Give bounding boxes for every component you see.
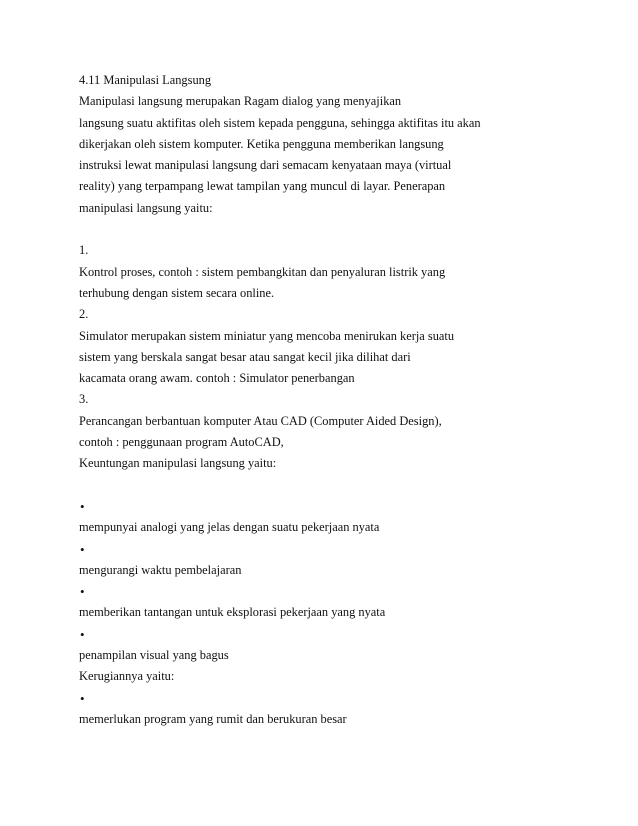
intro-line: Manipulasi langsung merupakan Ragam dialog yang menyajikan — [79, 94, 402, 109]
advantages-heading: Keuntungan manipulasi langsung yaitu: — [79, 456, 277, 471]
bullet-icon: • — [80, 690, 85, 706]
section-heading: 4.11 Manipulasi Langsung — [79, 73, 212, 87]
bullet-icon: • — [80, 541, 85, 557]
intro-line: dikerjakan oleh sistem komputer. Ketika pengguna memberikan langsung — [79, 136, 444, 151]
document-body — [79, 70, 599, 730]
blank-line — [79, 219, 599, 240]
bullet-icon: • — [80, 498, 85, 514]
disadvantages-heading: Kerugiannya yaitu: — [79, 669, 175, 684]
application-text: contoh : penggunaan program AutoCAD, — [79, 435, 284, 450]
bullet-icon: • — [80, 626, 85, 642]
application-text: Kontrol proses, contoh : sistem pembangkitan dan penyaluran listrik yang — [79, 264, 446, 279]
application-text: Perancangan berbantuan komputer Atau CAD (Computer Aided Design), — [79, 413, 442, 428]
application-text: sistem yang berskala sangat besar atau sangat kecil jika dilihat dari — [79, 349, 411, 364]
application-number: 3. — [79, 392, 89, 407]
advantage-item: penampilan visual yang bagus — [79, 648, 229, 663]
application-number: 2. — [79, 307, 89, 322]
intro-line: reality) yang terpampang lewat tampilan yang muncul di layar. Penerapan — [79, 179, 446, 194]
application-text: Simulator merupakan sistem miniatur yang mencoba menirukan kerja suatu — [79, 328, 455, 343]
application-text: kacamata orang awam. contoh : Simulator penerbangan — [79, 371, 355, 386]
intro-line: instruksi lewat manipulasi langsung dari semacam kenyataan maya (virtual — [79, 158, 452, 173]
blank-line — [79, 475, 599, 496]
intro-line: langsung suatu aktifitas oleh sistem kepada pengguna, sehingga aktifitas itu akan — [79, 115, 481, 130]
advantage-item: memberikan tantangan untuk eksplorasi pekerjaan yang nyata — [79, 605, 386, 620]
advantage-item: mempunyai analogi yang jelas dengan suatu pekerjaan nyata — [79, 520, 380, 535]
application-text: terhubung dengan sistem secara online. — [79, 285, 275, 300]
advantage-item: mengurangi waktu pembelajaran — [79, 562, 242, 577]
bullet-icon: • — [80, 584, 85, 600]
application-number: 1. — [79, 243, 89, 258]
intro-line: manipulasi langsung yaitu: — [79, 200, 213, 215]
disadvantage-item: memerlukan program yang rumit dan berukuran besar — [79, 711, 347, 726]
